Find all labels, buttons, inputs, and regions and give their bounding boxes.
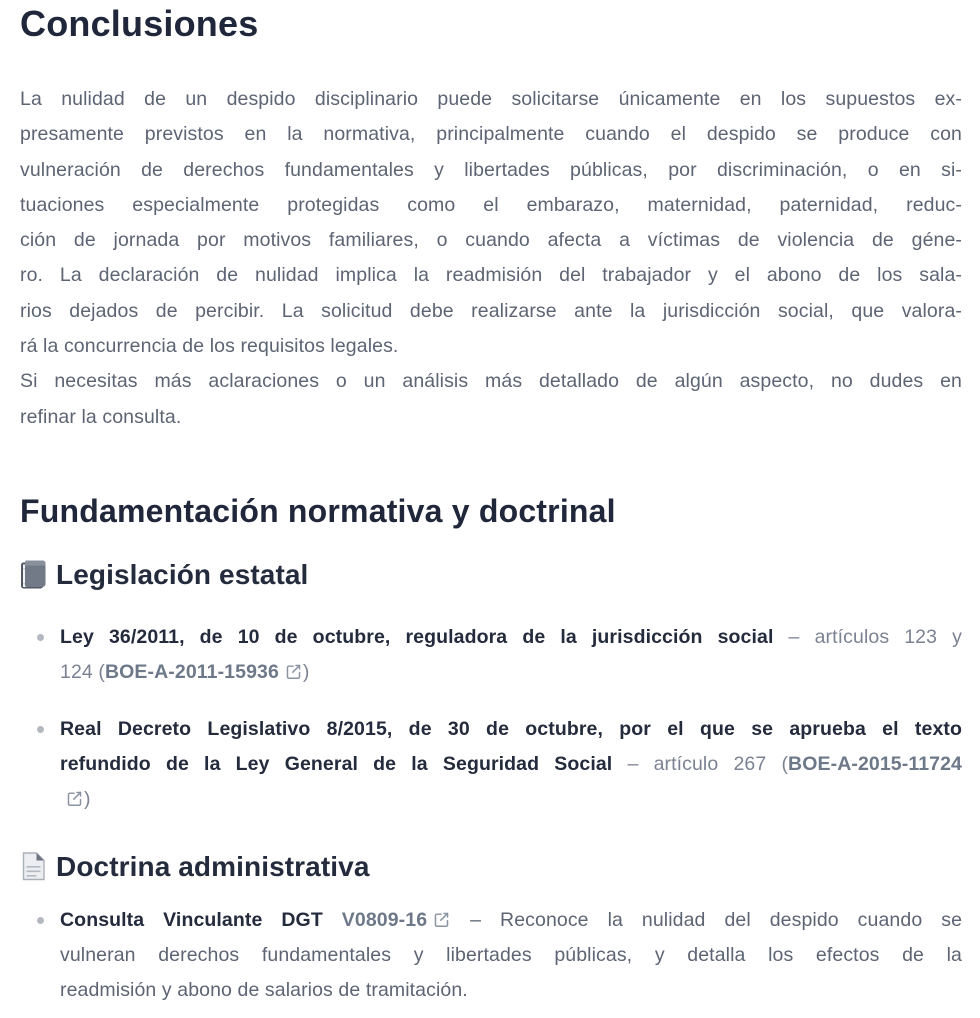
external-link-icon[interactable] [433, 911, 450, 928]
text-run: vulneran derechos fundamentales y libertades públicas, y detalla los efectos de la [60, 943, 962, 966]
text-line [20, 258, 962, 293]
text-line [20, 400, 962, 435]
item-text [60, 903, 962, 1008]
bullet-dot [37, 917, 44, 924]
section-heading-doctrine [20, 850, 962, 884]
bullet-dot [37, 634, 44, 641]
text-line [20, 329, 962, 364]
text-line [20, 223, 962, 258]
text-run: rá la concurrencia de los requisitos legales. [20, 335, 399, 358]
text-run: – artículos 123 y [773, 625, 962, 648]
legislation-list [20, 620, 962, 817]
text-line [60, 903, 962, 938]
text-run: tuaciones especialmente protegidas como el embarazo, maternidad, paternidad, reduc- [20, 193, 962, 216]
text-run: vulneración de derechos fundamentales y libertades públicas, por discriminación, o en si- [20, 158, 962, 181]
text-line [20, 364, 962, 399]
text-line [20, 153, 962, 188]
text-line [60, 655, 962, 690]
reference-title: refundido de la Ley General de la Seguridad Social [60, 752, 613, 775]
external-link-icon[interactable] [285, 663, 302, 680]
legislation-item-1 [20, 620, 962, 690]
document-icon [20, 851, 47, 882]
text-run: La nulidad de un despido disciplinario puede solicitarse únicamente en los supuestos ex- [20, 88, 962, 110]
link-boe-a-2015-11724[interactable]: BOE-A-2015-11724 [788, 752, 962, 775]
item-text [60, 712, 962, 817]
text-line [60, 973, 962, 1008]
item-text [60, 620, 962, 690]
link-boe-a-2011-15936[interactable]: BOE-A-2011-15936 [104, 660, 279, 683]
text-run: rios dejados de percibir. La solicitud debe realizarse ante la jurisdicción social, que valora- [20, 299, 962, 322]
text-line [60, 782, 962, 817]
text-line [60, 712, 962, 747]
text-run: ) [84, 787, 91, 810]
section-heading-label: Legislación estatal [56, 558, 309, 590]
text-run: ro. La declaración de nulidad implica la readmisión del trabajador y el abono de los sala- [20, 264, 962, 287]
text-run: – artículo 267 ( [612, 752, 789, 775]
legislation-item-2 [20, 712, 962, 817]
section-heading-label: Doctrina administrativa [56, 850, 370, 882]
text-run: 124 ( [60, 660, 105, 683]
text-run: presamente previstos en la normativa, principalmente cuando el despido se produce con [20, 123, 962, 146]
conclusions-paragraph-2 [20, 364, 962, 435]
text-run: readmisión y abono de salarios de tramitación. [60, 978, 468, 1001]
bullet-dot [37, 726, 44, 733]
text-run: Si necesitas más aclaraciones o un análisis más detallado de algún aspecto, no dudes en [20, 370, 962, 393]
text-run: ) [302, 660, 310, 683]
foundation-heading: Fundamentación normativa y doctrinal [20, 492, 616, 529]
external-link-icon[interactable] [66, 790, 83, 807]
text-line [20, 117, 962, 152]
text-run: – Reconoce la nulidad del despido cuando se [451, 908, 963, 931]
doctrine-item-1 [20, 903, 962, 1008]
text-line [20, 294, 962, 329]
section-heading-legislation [20, 558, 962, 592]
doctrine-list [20, 903, 962, 1008]
reference-title: Consulta Vinculante DGT [60, 908, 342, 931]
text-line [60, 620, 962, 655]
conclusions-heading: Conclusiones [20, 3, 259, 44]
text-run: ción de jornada por motivos familiares, o cuando afecta a víctimas de violencia de géne- [20, 229, 962, 252]
reference-title: Real Decreto Legislativo 8/2015, de 30 de octubre, por el que se aprueba el texto [60, 717, 962, 740]
book-icon [20, 559, 47, 590]
text-line [20, 82, 962, 117]
text-run: refinar la consulta. [20, 405, 182, 428]
reference-title: Ley 36/2011, de 10 de octubre, reguladora de la jurisdicción social [60, 625, 774, 648]
text-line [20, 188, 962, 223]
text-line [60, 938, 962, 973]
text-line [60, 747, 962, 782]
link-v0809-16[interactable]: V0809-16 [341, 908, 428, 931]
conclusions-paragraph-1 [20, 82, 962, 364]
